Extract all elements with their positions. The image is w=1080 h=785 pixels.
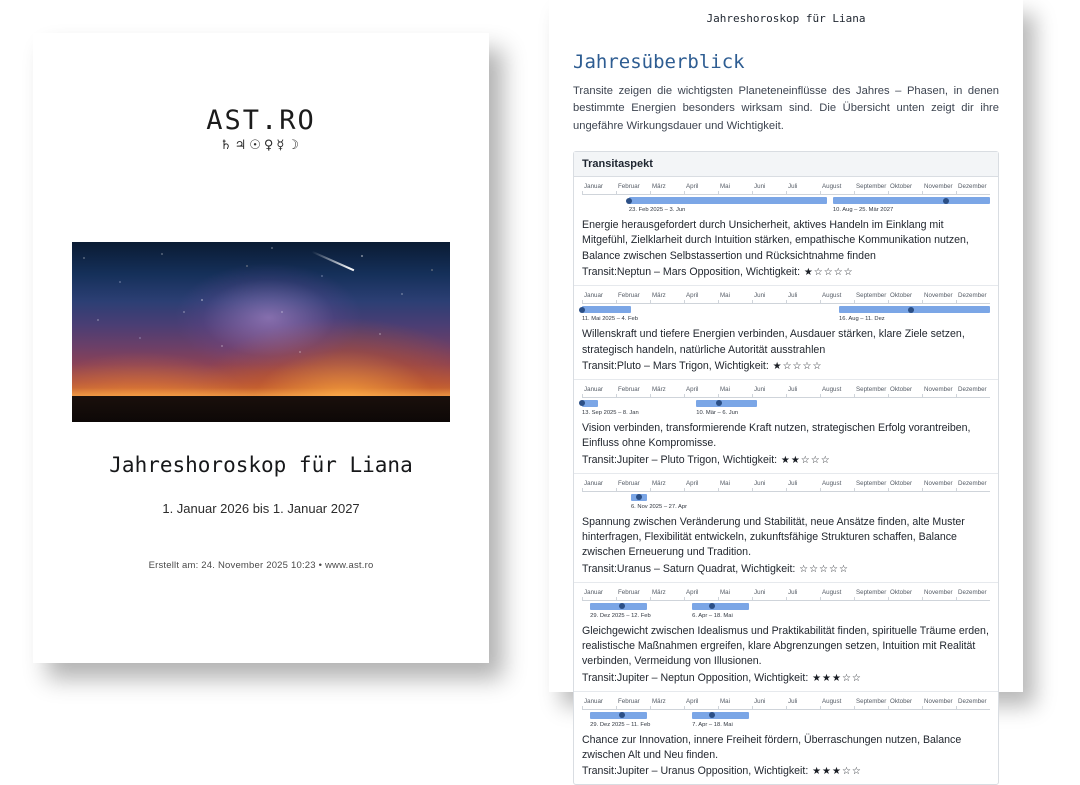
- month-label: Februar: [618, 183, 640, 191]
- month-tick: [718, 488, 719, 492]
- month-tick: [616, 488, 617, 492]
- month-tick: [650, 488, 651, 492]
- transit-bar[interactable]: [631, 494, 647, 501]
- transit-bar[interactable]: [692, 603, 749, 610]
- transit-date-range: 7. Apr – 18. Mai: [692, 721, 733, 728]
- transit-row: [574, 583, 998, 692]
- month-label: September: [856, 588, 887, 596]
- importance-rating: ★★★☆☆: [808, 766, 862, 778]
- month-label: November: [924, 385, 953, 393]
- transit-bar-labels: [582, 504, 990, 513]
- transit-peak-marker: [709, 603, 715, 609]
- month-label: April: [686, 697, 699, 705]
- month-label: September: [856, 183, 887, 191]
- month-label: März: [652, 479, 666, 487]
- transit-date-range: 13. Sep 2025 – 8. Jan: [582, 409, 639, 416]
- transit-label: Transit:Neptun – Mars Opposition, Wichtigkeit:: [582, 266, 801, 279]
- month-tick: [650, 597, 651, 601]
- transit-peak-marker: [943, 198, 949, 204]
- month-tick: [956, 597, 957, 601]
- running-head: Jahreshoroskop für Liana: [706, 12, 866, 25]
- month-label: Juni: [754, 479, 766, 487]
- transit-description: Willenskraft und tiefere Energien verbinden, Ausdauer stärken, klare Ziele setzen, strategisch handeln, natürliche Autorität ausstrahlen: [582, 328, 965, 356]
- month-tick: [684, 597, 685, 601]
- transit-date-range: 29. Dez 2025 – 12. Feb: [590, 612, 651, 619]
- month-tick: [650, 394, 651, 398]
- transit-label: Transit:Jupiter – Pluto Trigon, Wichtigkeit:: [582, 453, 778, 466]
- month-tick: [956, 706, 957, 710]
- month-label: September: [856, 292, 887, 300]
- month-tick: [684, 191, 685, 195]
- transit-peak-marker: [709, 712, 715, 718]
- month-label: Mai: [720, 292, 731, 300]
- importance-rating: ★★☆☆☆: [777, 454, 831, 466]
- month-tick: [922, 488, 923, 492]
- month-tick: [616, 706, 617, 710]
- transit-label: Transit:Uranus – Saturn Quadrat, Wichtigkeit:: [582, 562, 796, 575]
- month-label: Januar: [584, 697, 603, 705]
- transit-date-range: 10. Mär – 6. Jun: [696, 409, 739, 416]
- month-tick: [786, 191, 787, 195]
- month-tick: [582, 597, 583, 601]
- transit-date-range: 6. Apr – 18. Mai: [692, 612, 733, 619]
- transit-meta: [582, 266, 990, 278]
- month-tick: [956, 488, 957, 492]
- month-tick: [752, 300, 753, 304]
- month-tick: [684, 300, 685, 304]
- month-label: Februar: [618, 292, 640, 300]
- transit-bar[interactable]: [696, 400, 757, 407]
- section-intro: Transite zeigen die wichtigsten Planeteneinflüsse des Jahres – Phasen, in denen bestimmte Energien besonders wirksam sind. Die Übersicht unten zeigt dir ihre ungefähre Wirkungsdauer und Wichtigkeit.: [573, 85, 999, 132]
- transit-label: Transit:Pluto – Mars Trigon, Wichtigkeit:: [582, 359, 769, 372]
- month-label: August: [822, 479, 842, 487]
- month-tick: [582, 394, 583, 398]
- transit-bar-labels: [582, 410, 990, 419]
- brand-block: [33, 105, 489, 153]
- month-label: Juli: [788, 292, 798, 300]
- month-label: Juni: [754, 385, 766, 393]
- transit-row: [574, 177, 998, 286]
- month-label: März: [652, 385, 666, 393]
- transit-peak-marker: [619, 603, 625, 609]
- month-tick: [786, 706, 787, 710]
- transit-date-range: 16. Aug – 11. Dez: [839, 316, 885, 323]
- month-tick: [888, 394, 889, 398]
- month-label: Januar: [584, 385, 603, 393]
- month-tick: [616, 597, 617, 601]
- month-label: Februar: [618, 697, 640, 705]
- importance-rating: ★☆☆☆☆: [768, 360, 823, 372]
- month-label: April: [686, 183, 699, 191]
- month-tick: [854, 394, 855, 398]
- planet-glyphs-icon: ♄♃☉♀☿☽: [219, 138, 303, 153]
- month-tick: [582, 191, 583, 195]
- month-label: Oktober: [890, 385, 913, 393]
- month-tick: [888, 706, 889, 710]
- month-label: Juni: [754, 697, 766, 705]
- month-label: Februar: [618, 588, 640, 596]
- transit-peak-marker: [908, 307, 914, 313]
- month-label: März: [652, 292, 666, 300]
- month-tick: [582, 300, 583, 304]
- month-tick: [752, 597, 753, 601]
- transit-bar[interactable]: [590, 603, 647, 610]
- month-label: Juni: [754, 292, 766, 300]
- transit-description: Gleichgewicht zwischen Idealismus und Praktikabilität finden, spirituelle Träume erden, realistische Maßnahmen ergreifen, klare Abgrenzungen setzen, Intuition mit Realität verbinden, Vermeidung von Illusionen.: [582, 624, 989, 668]
- month-label: September: [856, 479, 887, 487]
- month-label: September: [856, 697, 887, 705]
- month-label: Februar: [618, 385, 640, 393]
- month-tick: [752, 191, 753, 195]
- month-label: Dezember: [958, 588, 987, 596]
- month-tick: [922, 597, 923, 601]
- month-label: Februar: [618, 479, 640, 487]
- transit-description: Chance zur Innovation, innere Freiheit fördern, Überraschungen nutzen, Balance zwischen Alt und Neu finden.: [582, 733, 962, 762]
- month-tick: [922, 191, 923, 195]
- cover-footer: Erstellt am: 24. November 2025 10:23 • www.ast.ro: [148, 560, 374, 571]
- month-label: September: [856, 385, 887, 393]
- month-label: November: [924, 292, 953, 300]
- month-tick: [718, 300, 719, 304]
- month-label: April: [686, 479, 699, 487]
- month-label: Januar: [584, 292, 603, 300]
- transit-row: [574, 286, 998, 380]
- month-tick: [684, 394, 685, 398]
- transit-row: [574, 692, 998, 785]
- transit-bar-labels: [582, 207, 990, 216]
- transit-description: Vision verbinden, transformierende Kraft nutzen, strategischen Erfolg vorantreiben, Einfluss ohne Kompromisse.: [582, 421, 971, 450]
- month-label: Dezember: [958, 385, 987, 393]
- month-tick: [888, 191, 889, 195]
- month-axis: [582, 292, 990, 304]
- month-tick: [820, 706, 821, 710]
- transit-meta: [582, 563, 990, 575]
- transit-meta: [582, 765, 990, 777]
- transit-bar[interactable]: [582, 306, 631, 313]
- month-label: Mai: [720, 697, 731, 705]
- month-label: Januar: [584, 588, 603, 596]
- transit-peak-marker: [579, 307, 585, 313]
- month-label: Oktober: [890, 697, 913, 705]
- month-label: Oktober: [890, 588, 913, 596]
- month-label: Mai: [720, 385, 731, 393]
- transit-bars: [582, 305, 990, 316]
- transit-bar[interactable]: [590, 712, 647, 719]
- month-label: Juli: [788, 588, 798, 596]
- month-axis: [582, 183, 990, 195]
- month-axis: [582, 698, 990, 710]
- content-page: [549, 0, 1023, 778]
- transit-peak-marker: [619, 712, 625, 718]
- cover-date-range: 1. Januar 2026 bis 1. Januar 2027: [162, 501, 360, 516]
- month-tick: [888, 597, 889, 601]
- transit-meta: [582, 360, 990, 372]
- transit-label: Transit:Jupiter – Uranus Opposition, Wichtigkeit:: [582, 765, 809, 778]
- panel-title: Transitaspekt: [574, 152, 998, 177]
- month-tick: [854, 597, 855, 601]
- month-tick: [820, 488, 821, 492]
- month-label: August: [822, 292, 842, 300]
- month-tick: [922, 706, 923, 710]
- transit-label: Transit:Jupiter – Neptun Opposition, Wichtigkeit:: [582, 671, 809, 684]
- month-label: Mai: [720, 588, 731, 596]
- month-tick: [752, 394, 753, 398]
- month-tick: [718, 706, 719, 710]
- transit-peak-marker: [579, 400, 585, 406]
- importance-rating: ★☆☆☆☆: [800, 267, 854, 279]
- month-label: November: [924, 588, 953, 596]
- transit-date-range: 10. Aug – 25. Mär 2027: [832, 207, 894, 214]
- transit-bars: [582, 399, 990, 410]
- month-tick: [922, 394, 923, 398]
- cover-page: [33, 33, 489, 663]
- month-tick: [956, 300, 957, 304]
- brand-name: AST.RO: [206, 105, 316, 136]
- month-label: August: [822, 697, 842, 705]
- transit-row: [574, 380, 998, 474]
- month-tick: [854, 488, 855, 492]
- transit-date-range: 23. Feb 2025 – 3. Jun: [628, 207, 686, 214]
- month-tick: [820, 300, 821, 304]
- month-label: November: [924, 183, 953, 191]
- month-label: Dezember: [958, 292, 987, 300]
- horizon-silhouette: [72, 396, 450, 422]
- month-tick: [650, 706, 651, 710]
- month-tick: [888, 300, 889, 304]
- month-tick: [684, 706, 685, 710]
- month-tick: [786, 597, 787, 601]
- month-tick: [854, 300, 855, 304]
- month-tick: [616, 191, 617, 195]
- month-tick: [582, 488, 583, 492]
- importance-rating: ★★★☆☆: [808, 672, 862, 684]
- transit-peak-marker: [626, 198, 632, 204]
- transit-bar[interactable]: [839, 306, 990, 313]
- month-label: März: [652, 697, 666, 705]
- month-label: Oktober: [890, 183, 913, 191]
- month-label: Juli: [788, 697, 798, 705]
- transit-bar-labels: [582, 722, 990, 731]
- month-tick: [718, 191, 719, 195]
- transit-bars: [582, 711, 990, 722]
- month-tick: [888, 488, 889, 492]
- month-label: August: [822, 588, 842, 596]
- cover-title: Jahreshoroskop für Liana: [109, 453, 413, 477]
- transit-bar[interactable]: [629, 197, 827, 204]
- month-label: März: [652, 588, 666, 596]
- month-tick: [616, 300, 617, 304]
- month-tick: [854, 191, 855, 195]
- transit-panel: [573, 151, 999, 785]
- month-tick: [718, 394, 719, 398]
- month-tick: [956, 394, 957, 398]
- month-tick: [752, 488, 753, 492]
- month-tick: [650, 191, 651, 195]
- month-label: Juni: [754, 183, 766, 191]
- month-tick: [684, 488, 685, 492]
- month-label: Juli: [788, 183, 798, 191]
- month-label: Oktober: [890, 479, 913, 487]
- month-label: April: [686, 588, 699, 596]
- month-label: Mai: [720, 479, 731, 487]
- month-tick: [786, 300, 787, 304]
- month-axis: [582, 386, 990, 398]
- month-label: Dezember: [958, 697, 987, 705]
- month-tick: [956, 191, 957, 195]
- month-label: Januar: [584, 183, 603, 191]
- transit-row: [574, 474, 998, 583]
- transit-date-range: 6. Nov 2025 – 27. Apr: [630, 503, 688, 510]
- transit-bar[interactable]: [833, 197, 990, 204]
- month-tick: [582, 706, 583, 710]
- transit-bar[interactable]: [692, 712, 749, 719]
- month-tick: [820, 191, 821, 195]
- transit-peak-marker: [716, 400, 722, 406]
- transit-bars: [582, 602, 990, 613]
- month-tick: [820, 394, 821, 398]
- month-axis: [582, 480, 990, 492]
- month-tick: [922, 300, 923, 304]
- transit-meta: [582, 454, 990, 466]
- transit-bar-labels: [582, 316, 990, 325]
- transit-meta: [582, 672, 990, 684]
- month-tick: [854, 706, 855, 710]
- month-label: Juli: [788, 479, 798, 487]
- transit-list: [574, 177, 998, 784]
- month-label: April: [686, 385, 699, 393]
- importance-rating: ☆☆☆☆☆: [795, 563, 849, 575]
- month-tick: [786, 488, 787, 492]
- month-tick: [650, 300, 651, 304]
- transit-date-range: 29. Dez 2025 – 11. Feb: [590, 721, 651, 728]
- month-label: März: [652, 183, 666, 191]
- month-label: Mai: [720, 183, 731, 191]
- month-tick: [718, 597, 719, 601]
- transit-bar[interactable]: [582, 400, 598, 407]
- month-label: November: [924, 697, 953, 705]
- section-title: Jahresüberblick: [573, 51, 745, 73]
- month-tick: [752, 706, 753, 710]
- cover-photo: [72, 242, 450, 422]
- transit-bars: [582, 493, 990, 504]
- transit-bars: [582, 196, 990, 207]
- month-tick: [616, 394, 617, 398]
- month-label: April: [686, 292, 699, 300]
- month-label: Juli: [788, 385, 798, 393]
- month-label: Januar: [584, 479, 603, 487]
- month-tick: [786, 394, 787, 398]
- transit-description: Spannung zwischen Veränderung und Stabilität, neue Ansätze finden, alte Muster hinterfragen, Flexibilität entwickeln, zukunftsfähige Strukturen schaffen, Balance zwischen Erneuerung und Tradition.: [582, 515, 965, 559]
- month-tick: [820, 597, 821, 601]
- month-label: Dezember: [958, 183, 987, 191]
- month-label: August: [822, 183, 842, 191]
- transit-peak-marker: [636, 494, 642, 500]
- month-label: Juni: [754, 588, 766, 596]
- month-label: Dezember: [958, 479, 987, 487]
- month-label: August: [822, 385, 842, 393]
- transit-date-range: 11. Mai 2025 – 4. Feb: [582, 316, 638, 323]
- month-label: Oktober: [890, 292, 913, 300]
- month-label: November: [924, 479, 953, 487]
- transit-description: Energie herausgefordert durch Unsicherheit, aktives Handeln im Einklang mit Mitgefühl, Zielklarheit durch Intuition stärken, empathische Kommunikation nutzen, Balance zwischen Selbstassertion und Rücksichtnahme finden: [582, 219, 969, 262]
- month-axis: [582, 589, 990, 601]
- transit-bar-labels: [582, 613, 990, 622]
